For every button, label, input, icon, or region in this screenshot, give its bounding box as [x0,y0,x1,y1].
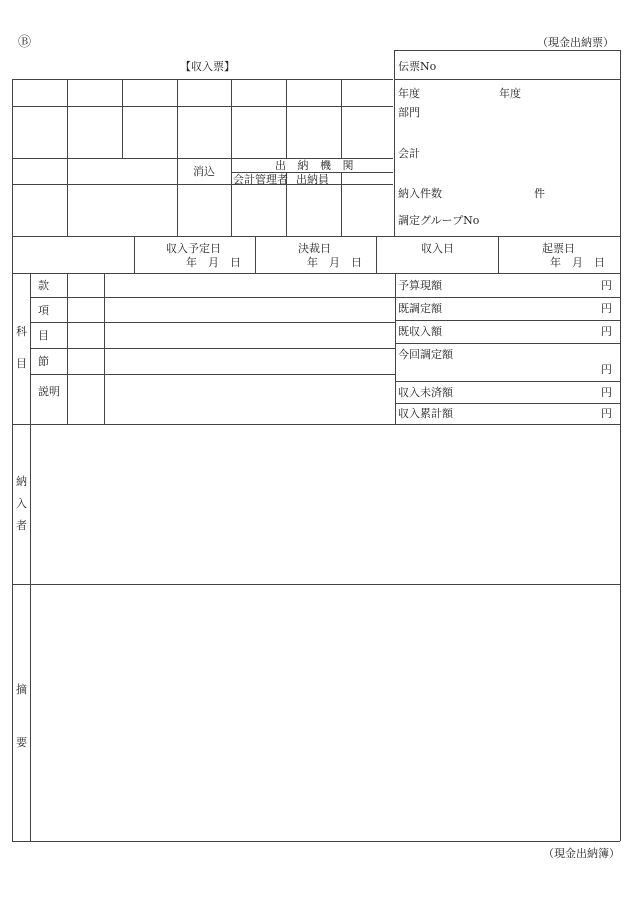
cancel-label: 消込 [193,165,215,178]
form-title: 【収入票】 [180,60,235,73]
rule [498,236,499,273]
fiscal-year-label-2: 年度 [499,87,521,100]
rule [286,79,287,158]
subject-label-2: 目 [16,357,27,370]
document-type-top: （現金出納票） [537,36,614,49]
yen-unit: 円 [601,279,612,292]
rule [395,381,620,382]
rule [67,273,68,424]
circled-b-mark: Ⓑ [18,35,32,50]
issue-date-ymd: 年 月 日 [550,256,605,269]
rule [12,184,393,185]
payment-count-label: 納入件数 [398,187,442,200]
manager-label: 会計管理者 [233,173,288,186]
subject-label-1: 科 [16,325,27,338]
rule [395,320,620,321]
rule [255,236,256,273]
rule [122,79,123,158]
rule [376,236,377,273]
rule [620,50,621,841]
yen-unit: 円 [601,302,612,315]
adjust-group-label: 調定グループNo [398,214,480,227]
decision-date-ymd: 年 月 日 [307,256,362,269]
already-received-label: 既収入額 [398,325,442,338]
scheduled-date-label: 収入予定日 [166,242,221,255]
rule [395,273,396,424]
yen-unit: 円 [601,325,612,338]
rule [30,348,395,349]
subject-row-explanation: 説明 [38,385,60,398]
rule [12,79,13,841]
rule [395,297,620,298]
rule [395,403,620,404]
issue-date-label: 起票日 [542,242,575,255]
rule [341,172,342,236]
rule [104,273,105,424]
rule [12,236,620,237]
document-type-bottom: （現金出納簿） [543,847,620,860]
rule [231,79,232,236]
summary-label-2: 要 [16,736,27,749]
institution-label: 出 納 機 関 [275,159,358,172]
this-adjust-label: 今回調定額 [398,348,453,361]
rule [67,79,68,236]
rule [395,79,620,80]
rule [12,79,393,80]
decision-date-label: 決裁日 [298,242,331,255]
cashier-label: 出納員 [296,173,329,186]
summary-label-1: 摘 [16,683,27,696]
rule [134,236,135,273]
slip-number-label: 伝票No [398,60,437,73]
rule [12,424,620,425]
accounting-label: 会計 [398,147,420,160]
payer-label-3: 者 [16,519,27,532]
payer-label-1: 納 [16,475,27,488]
count-unit: 件 [534,187,545,200]
rule [12,106,393,107]
unpaid-label: 収入未済額 [398,386,453,399]
rule [395,343,620,344]
income-date-label: 収入日 [421,242,454,255]
rule [177,79,178,236]
budget-amount-label: 予算現額 [398,279,442,292]
payer-label-2: 入 [16,497,27,510]
rule [30,297,395,298]
rule [341,79,342,158]
subject-row-setsu: 節 [38,355,49,368]
cumulative-label: 収入累計額 [398,407,453,420]
yen-unit: 円 [601,363,612,376]
subject-row-kan: 款 [38,279,49,292]
subject-row-moku: 目 [38,329,49,342]
already-adjusted-label: 既調定額 [398,302,442,315]
department-label: 部門 [398,106,420,119]
yen-unit: 円 [601,386,612,399]
rule [30,374,395,375]
rule [394,50,395,236]
scheduled-date-ymd: 年 月 日 [186,256,241,269]
yen-unit: 円 [601,407,612,420]
fiscal-year-label: 年度 [398,87,420,100]
rule [395,50,620,51]
rule [30,322,395,323]
rule [12,841,620,842]
rule [12,584,620,585]
rule [30,273,31,841]
subject-row-kou: 項 [38,304,49,317]
